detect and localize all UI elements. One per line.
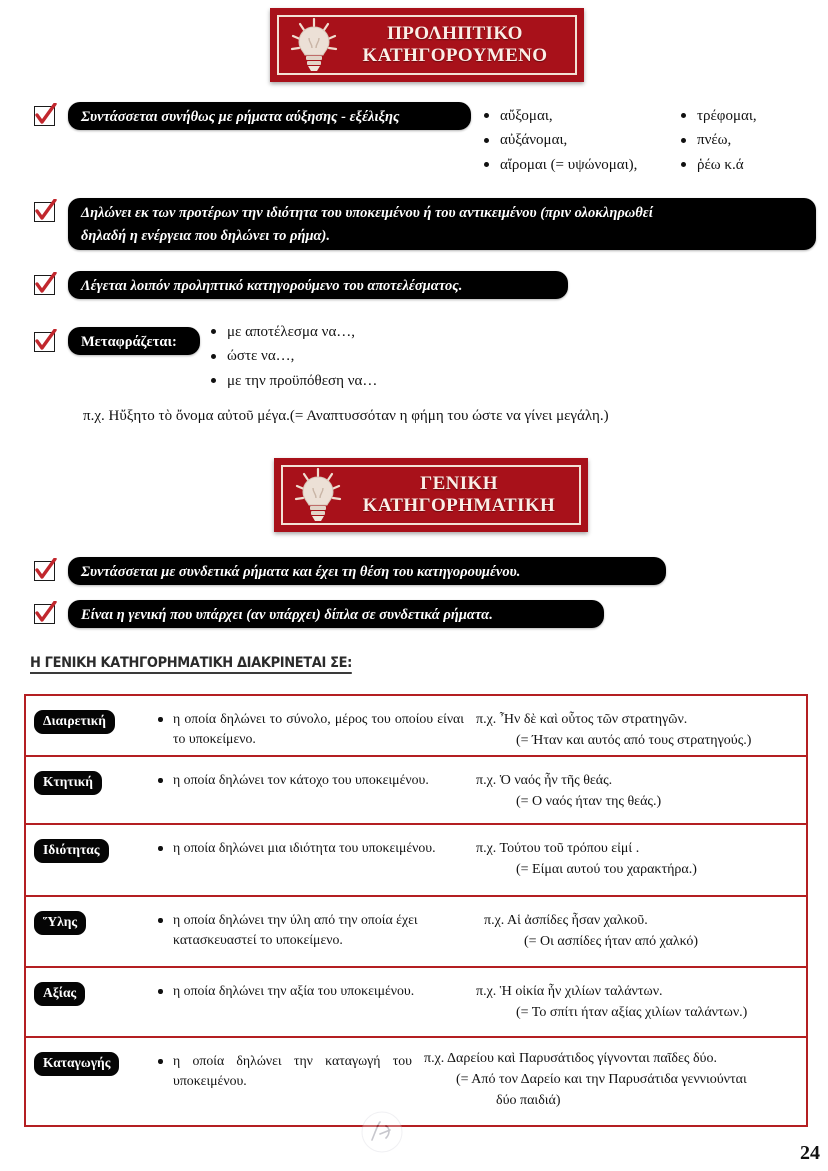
checkmark-icon (32, 601, 58, 626)
list-item: αὔξομαι, (480, 104, 637, 128)
row-label-cell (26, 696, 150, 755)
type-badge: Καταγωγής (34, 1052, 119, 1076)
rule-box-syntax: Συντάσσεται συνήθως με ρήματα αύξησης - εξέλιξης (68, 102, 471, 130)
checkmark-icon (32, 103, 58, 128)
banner-prolīptiko (270, 8, 584, 82)
row-description-cell: η οποία δηλώνει τον κάτοχο του υποκειμένου. (150, 757, 472, 823)
row-description-cell: η οποία δηλώνει το σύνολο, μέρος του οποίου είναι το υποκείμενο. (150, 696, 472, 755)
banner-title (347, 473, 579, 518)
type-badge: Διαιρετική (34, 710, 115, 734)
checkmark-icon (32, 272, 58, 297)
verb-list-column-1 (480, 104, 637, 177)
row-description-cell: η οποία δηλώνει την αξία του υποκειμένου. (150, 968, 472, 1036)
list-item: ώστε να…, (207, 344, 377, 368)
list-item: ῥέω κ.ά (677, 153, 757, 177)
row-example-cell: π.χ. Τούτου τοῦ τρόπου εἰμί . (= Είμαι αυτού του χαρακτήρα.) (476, 841, 697, 877)
type-badge: Κτητική (34, 771, 102, 795)
row-description-cell: η οποία δηλώνει μια ιδιότητα του υποκειμένου. (150, 825, 472, 895)
banner-title-line2: ΚΑΤΗΓΟΡΟΥΜΕΝΟ (362, 45, 548, 66)
banner-inner-frame (281, 465, 581, 525)
row-label-cell (26, 897, 150, 966)
banner-title-line1: ΠΡΟΛΗΠΤΙΚΟ (387, 22, 523, 44)
list-item: τρέφομαι, (677, 104, 757, 128)
banner-title-line1: ΓΕΝΙΚΗ (420, 472, 498, 494)
row-label-cell (26, 757, 150, 823)
table-row (26, 696, 806, 757)
checkmark-icon (32, 558, 58, 583)
list-item: πνέω, (677, 128, 757, 152)
table-row (26, 897, 806, 968)
list-item: με την προϋπόθεση να… (207, 369, 377, 393)
type-badge: Αξίας (34, 982, 85, 1006)
genitive-types-table (24, 694, 808, 1127)
example-sentence: π.χ. Ηὔξητο τὸ ὄνομα αὐτοῦ μέγα.(= Αναπτυσσόταν η φήμη του ώστε να γίνει μεγάλη.) (83, 408, 609, 424)
row-description-cell: η οποία δηλώνει την ύλη από την οποία έχει κατασκευαστεί το υποκείμενο. (150, 897, 480, 966)
table-row (26, 1038, 806, 1125)
rule-box-declares (68, 198, 816, 250)
row-example-cell: π.χ. Δαρείου καὶ Παρυσάτιδος γίγνονται παῖδες δύο. (= Από τον Δαρείο και την Παρυσάτιδα γεννιούνται δύο παιδιά) (424, 1051, 747, 1108)
table-row (26, 825, 806, 897)
translation-list (207, 320, 377, 393)
row-description-cell: η οποία δηλώνει την καταγωγή του υποκειμένου. (150, 1038, 420, 1125)
banner-title (343, 23, 575, 68)
row-example-cell: π.χ. Ὁ ναός ἦν τῆς θεάς. (= Ο ναός ήταν της θεάς.) (476, 773, 662, 809)
banner-title-line2: ΚΑΤΗΓΟΡΗΜΑΤΙΚΗ (362, 495, 556, 516)
row-label-cell (26, 825, 150, 895)
row-example-cell: π.χ. Αἱ ἀσπίδες ἦσαν χαλκοῦ. (= Οι ασπίδες ήταν από χαλκό) (484, 913, 699, 949)
rule-line-2: δηλαδή η ενέργεια που δηλώνει το ρήμα). (81, 228, 330, 245)
row-label-cell (26, 1038, 150, 1125)
list-item: αἴρομαι (= υψώνομαι), (480, 153, 637, 177)
row-label-cell (26, 968, 150, 1036)
row-example-cell: π.χ. Ἡ οἰκία ἦν χιλίων ταλάντων. (= Το σπίτι ήταν αξίας χιλίων ταλάντων.) (476, 984, 748, 1020)
rule-box-genitive-exists: Είναι η γενική που υπάρχει (αν υπάρχει) δίπλα σε συνδετικά ρήματα. (68, 600, 604, 628)
list-item: αὐξάνομαι, (480, 128, 637, 152)
rule-box-linking-verbs: Συντάσσεται με συνδετικά ρήματα και έχει τη θέση του κατηγορουμένου. (68, 557, 666, 585)
rule-box-called: Λέγεται λοιπόν προληπτικό κατηγορούμενο του αποτελέσματος. (68, 271, 568, 299)
checkmark-icon (32, 199, 58, 224)
type-badge: Ιδιότητας (34, 839, 109, 863)
table-row (26, 968, 806, 1038)
type-badge: Ὕλης (34, 911, 86, 935)
checkmark-icon (32, 329, 58, 354)
banner-geniki (274, 458, 588, 532)
table-heading: Η ΓΕΝΙΚΗ ΚΑΤΗΓΟΡΗΜΑΤΙΚΗ ΔΙΑΚΡΙΝΕΤΑΙ ΣΕ: (30, 655, 352, 674)
page-number: 24 (800, 1142, 820, 1164)
list-item: με αποτέλεσμα να…, (207, 320, 377, 344)
row-example-cell: π.χ. Ἦν δὲ καὶ οὗτος τῶν στρατηγῶν. (= Ήταν και αυτός από τους στρατηγούς.) (476, 712, 752, 748)
watermark-logo (360, 1108, 404, 1160)
lightbulb-icon (289, 466, 347, 524)
table-row (26, 757, 806, 825)
lightbulb-icon (285, 16, 343, 74)
rule-line-1: Δηλώνει εκ των προτέρων την ιδιότητα του υποκειμένου ή του αντικειμένου (πριν ολοκληρωθεί (81, 205, 653, 221)
verb-list-column-2 (677, 104, 757, 177)
rule-box-translated: Μεταφράζεται: (68, 327, 200, 355)
banner-inner-frame (277, 15, 577, 75)
